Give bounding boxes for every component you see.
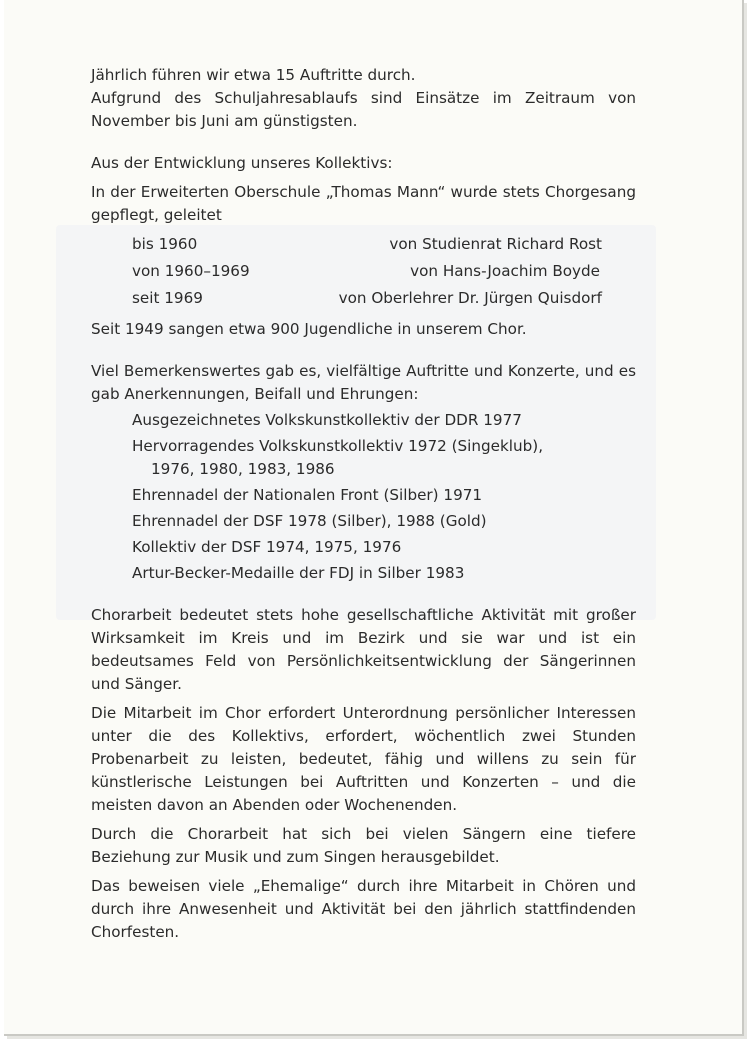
honor-item [132,435,636,481]
leader-name: von Hans-Joachim Boyde [410,262,600,280]
honor-item [132,536,636,559]
leader-row [91,231,636,258]
development-intro: In der Erweiterten Oberschule „Thomas Mann“ wurde stets Chorgesang gepflegt, geleitet [91,183,636,224]
honor-text: Kollektiv der DSF 1974, 1975, 1976 [132,538,402,556]
leader-period: seit 1969 [132,289,203,307]
honor-item [132,409,636,432]
honor-text: Ausgezeichnetes Volkskunstkollektiv der DDR 1977 [132,411,522,429]
honor-item [132,510,636,533]
document-body [91,64,636,944]
honors-list [91,409,636,585]
leader-name: von Studienrat Richard Rost [389,235,602,253]
honor-item [132,484,636,507]
paragraph-chorarbeit: Chorarbeit bedeutet stets hohe gesellschaftliche Aktivität mit großer Wirksamkeit im Kreis und im Bezirk und sie war und ist ein bedeutsames Feld von Persönlichkeitsentwicklung der Sängerinnen und Sänger. [91,606,636,693]
leader-name: von Oberlehrer Dr. Jürgen Quisdorf [338,289,602,307]
choir-leaders-list [91,231,636,312]
leader-row [91,258,636,285]
honor-text: Ehrennadel der DSF 1978 (Silber), 1988 (Gold) [132,512,487,530]
honor-text: Artur-Becker-Medaille der FDJ in Silber 1983 [132,564,465,582]
paragraph-ehemalige: Das beweisen viele „Ehemalige“ durch ihre Mitarbeit in Chören und durch ihre Anwesenheit und Aktivität bei den jährlich stattfindenden Chorfesten. [91,877,636,941]
members-count-text: Seit 1949 sangen etwa 900 Jugendliche in unserem Chor. [91,320,527,338]
leader-period: von 1960–1969 [132,262,250,280]
document-page [4,0,744,1036]
honor-text: Hervorragendes Volkskunstkollektiv 1972 (Singeklub), [132,437,544,455]
honors-intro: Viel Bemerkenswertes gab es, vielfältige Auftritte und Konzerte, und es gab Anerkennungen, Beifall und Ehrungen: [91,362,636,403]
intro-line-2: Aufgrund des Schuljahresablaufs sind Einsätze im Zeitraum von November bis Juni am günstigsten. [91,89,636,130]
honor-text-continued: 1976, 1980, 1983, 1986 [151,460,335,478]
paragraph-beziehung: Durch die Chorarbeit hat sich bei vielen Sängern eine tiefere Beziehung zur Musik und zum Singen herausgebildet. [91,825,636,866]
leader-row [91,285,636,312]
development-heading: Aus der Entwicklung unseres Kollektivs: [91,154,393,172]
intro-line-1: Jährlich führen wir etwa 15 Auftritte durch. [91,66,416,84]
honor-item [132,562,636,585]
paragraph-mitarbeit: Die Mitarbeit im Chor erfordert Unterordnung persönlicher Interessen unter die des Kollektivs, erfordert, wöchentlich zwei Stunden Probenarbeit zu leisten, bedeutet, fähig und willens zu sein für künstlerische Leistungen bei Auftritten und Konzerten – und die meisten davon an Abenden oder Wochenenden. [91,704,636,814]
honor-text: Ehrennadel der Nationalen Front (Silber) 1971 [132,486,483,504]
leader-period: bis 1960 [132,235,198,253]
